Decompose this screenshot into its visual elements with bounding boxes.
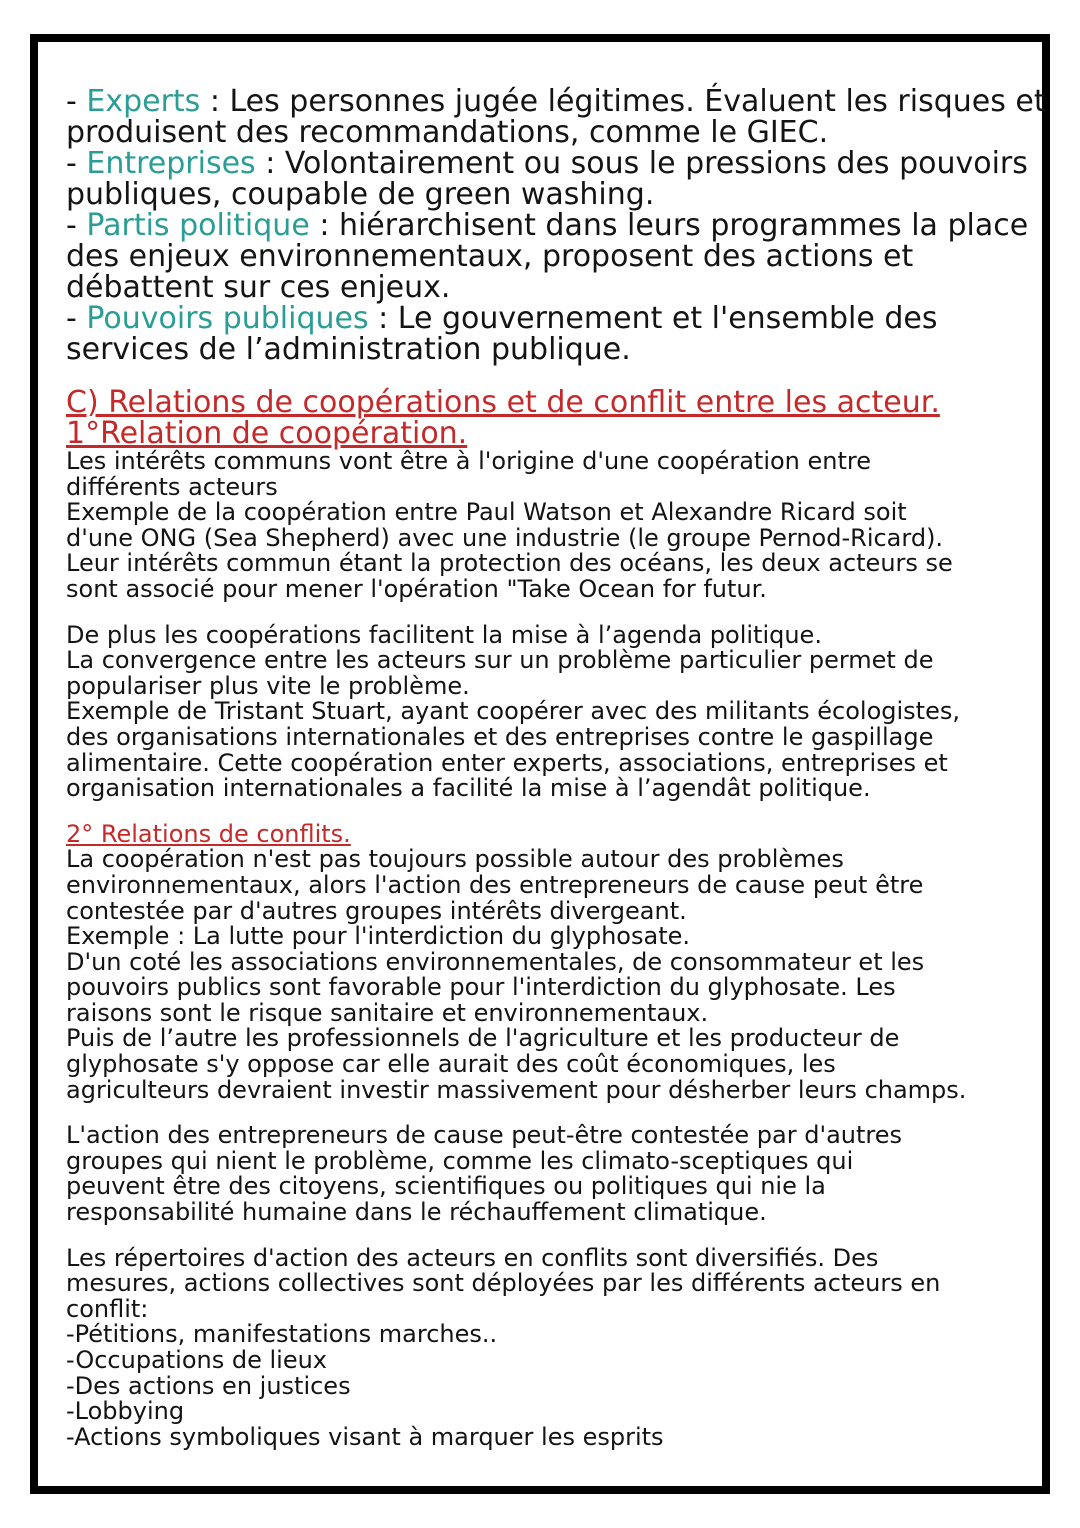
text-line: mesures, actions collectives sont déployées par les différents acteurs en <box>66 1269 941 1298</box>
paragraph-agenda <box>66 620 1024 803</box>
document-body <box>66 84 1046 1451</box>
list-item: -Des actions en justices <box>66 1371 351 1400</box>
text-line: Leur intérêts commun étant la protection des océans, les deux acteurs se <box>66 549 953 578</box>
text-line: peuvent être des citoyens, scientifiques ou politiques qui nie la <box>66 1172 826 1201</box>
text-line: Les répertoires d'action des acteurs en conflits sont diversifiés. Des <box>66 1243 879 1272</box>
list-item: -Actions symboliques visant à marquer les esprits <box>66 1422 664 1451</box>
actor-partis-cont-2: débattent sur ces enjeux. <box>66 270 451 305</box>
subsection-1-title: 1°Relation de coopération. <box>66 416 468 451</box>
text-line: conflit: <box>66 1294 149 1323</box>
actor-pouvoirs-text: : Le gouvernement et l'ensemble des <box>368 301 938 336</box>
text-line: alimentaire. Cette coopération enter experts, associations, entreprises et <box>66 748 948 777</box>
paragraph-cooperation <box>66 449 1024 603</box>
term-experts: Experts <box>86 84 201 119</box>
text-line: L'action des entrepreneurs de cause peut-être contestée par d'autres <box>66 1121 903 1150</box>
subsection-2-title: 2° Relations de conflits. <box>66 819 351 848</box>
paragraph-conflict <box>66 847 1024 1103</box>
text-line: des organisations internationales et des entreprises contre le gaspillage <box>66 722 934 751</box>
page-frame <box>30 34 1050 1494</box>
text-line: populariser plus vite le problème. <box>66 671 470 700</box>
term-partis: Partis politique <box>86 208 310 243</box>
actor-entreprises-cont: publiques, coupable de green washing. <box>66 177 655 212</box>
text-line: différents acteurs <box>66 472 278 501</box>
actor-partis-cont-1: des enjeux environnementaux, proposent des actions et <box>66 239 914 274</box>
text-line: La convergence entre les acteurs sur un problème particulier permet de <box>66 646 934 675</box>
text-line: pouvoirs publics sont favorable pour l'interdiction du glyphosate. Les <box>66 973 896 1002</box>
action-list <box>66 1322 1024 1450</box>
text-line: d'une ONG (Sea Shepherd) avec une industrie (le groupe Pernod-Ricard). <box>66 523 944 552</box>
actor-partis: - Partis politique : hiérarchisent dans leurs programmes la place <box>66 208 1029 243</box>
paragraph-repertoires <box>66 1243 1024 1323</box>
text-line: Exemple de la coopération entre Paul Watson et Alexandre Ricard soit <box>66 498 907 527</box>
paragraph-contestation <box>66 1123 1024 1225</box>
text-line: organisation internationales a facilité la mise à l’agendât politique. <box>66 774 871 803</box>
list-item: -Pétitions, manifestations marches.. <box>66 1320 498 1349</box>
actor-entreprises: - Entreprises : Volontairement ou sous le pressions des pouvoirs <box>66 146 1028 181</box>
actor-experts: - Experts : Les personnes jugée légitimes. Évaluent les risques et <box>66 84 1046 119</box>
text-line: groupes qui nient le problème, comme les climato-sceptiques qui <box>66 1146 854 1175</box>
actor-partis-text: : hiérarchisent dans leurs programmes la place <box>309 208 1029 243</box>
term-pouvoirs: Pouvoirs publiques <box>86 301 369 336</box>
text-line: contestée par d'autres groupes intérêts divergeant. <box>66 896 687 925</box>
text-line: Puis de l’autre les professionnels de l'agriculture et les producteur de <box>66 1024 900 1053</box>
actor-pouvoirs-cont: services de l’administration publique. <box>66 332 631 367</box>
text-line: Exemple : La lutte pour l'interdiction du glyphosate. <box>66 922 690 951</box>
text-line: D'un coté les associations environnementales, de consommateur et les <box>66 947 925 976</box>
text-line: La coopération n'est pas toujours possible autour des problèmes <box>66 845 844 874</box>
actor-entreprises-text: : Volontairement ou sous le pressions des pouvoirs <box>255 146 1028 181</box>
list-item: -Lobbying <box>66 1397 185 1426</box>
text-line: responsabilité humaine dans le réchauffement climatique. <box>66 1198 767 1227</box>
term-entreprises: Entreprises <box>86 146 256 181</box>
actor-experts-cont: produisent des recommandations, comme le GIEC. <box>66 115 829 150</box>
text-line: sont associé pour mener l'opération "Take Ocean for futur. <box>66 574 767 603</box>
text-line: agriculteurs devraient investir massivement pour désherber leurs champs. <box>66 1075 967 1104</box>
text-line: environnementaux, alors l'action des entrepreneurs de cause peut être <box>66 870 924 899</box>
text-line: raisons sont le risque sanitaire et environnementaux. <box>66 998 709 1027</box>
text-line: Les intérêts communs vont être à l'origine d'une coopération entre <box>66 447 871 475</box>
list-item: -Occupations de lieux <box>66 1346 328 1374</box>
actor-pouvoirs: - Pouvoirs publiques : Le gouvernement et l'ensemble des <box>66 301 938 336</box>
text-line: Exemple de Tristant Stuart, ayant coopérer avec des militants écologistes, <box>66 697 960 726</box>
section-c-title: C) Relations de coopérations et de conflit entre les acteur. <box>66 385 940 420</box>
text-line: glyphosate s'y oppose car elle aurait des coût économiques, les <box>66 1050 836 1079</box>
text-line: De plus les coopérations facilitent la mise à l’agenda politique. <box>66 620 822 649</box>
actor-experts-text: : Les personnes jugée légitimes. Évaluent les risques et <box>200 84 1046 119</box>
